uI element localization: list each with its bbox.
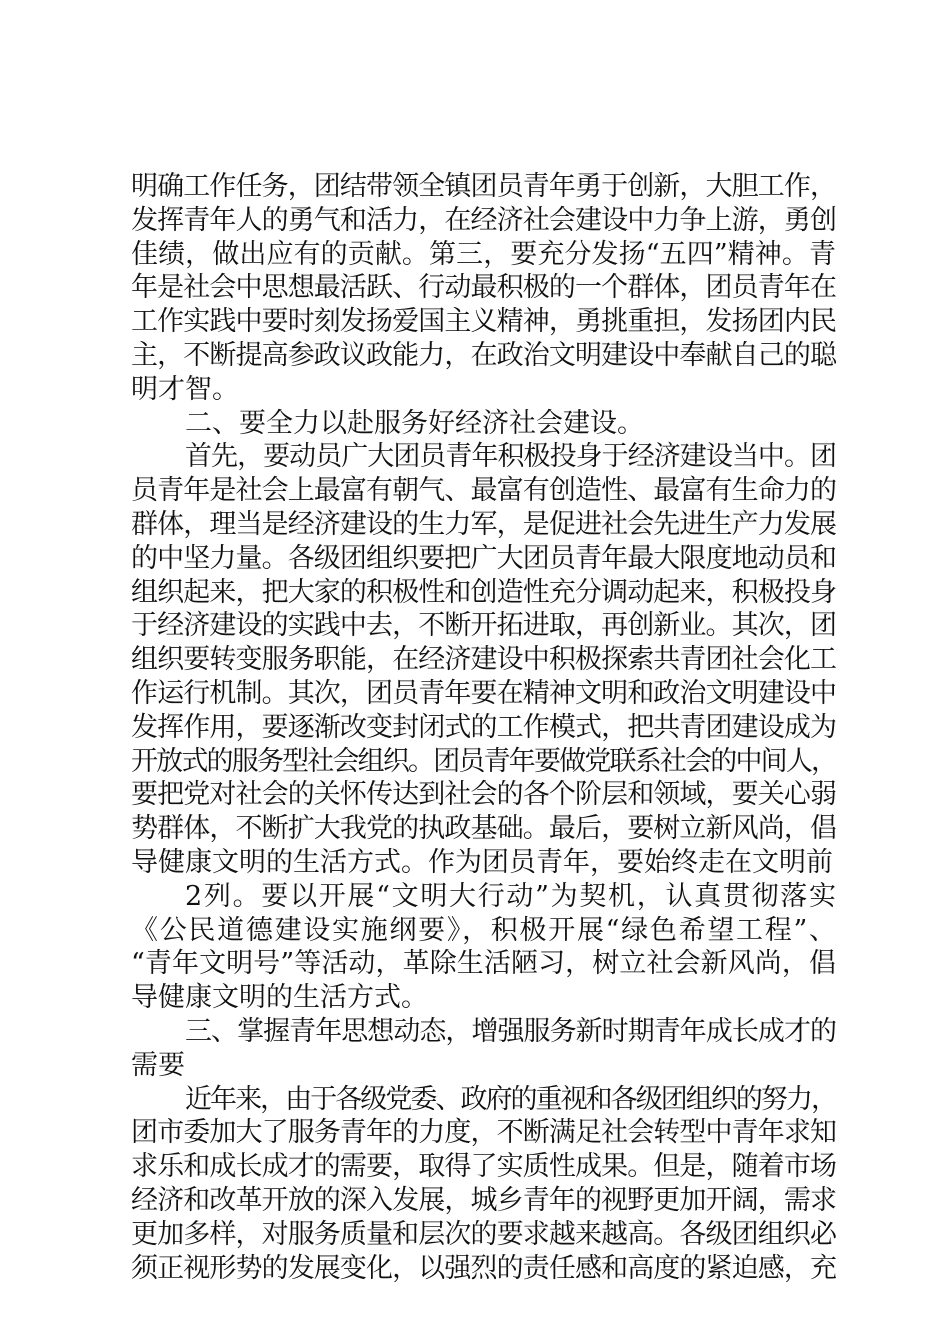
text-line: 员青年是社会上最富有朝气、最富有创造性、最富有生命力的 — [131, 475, 836, 507]
text-line: 势群体，不断扩大我党的执政基础。最后，要树立新风尚，倡 — [131, 813, 836, 845]
text-line: 三、掌握青年思想动态，增强服务新时期青年成长成才的 — [185, 1015, 836, 1047]
text-line: 二、要全力以赴服务好经济社会建设。 — [185, 407, 644, 439]
text-line: 于经济建设的实践中去，不断开拓进取，再创新业。其次，团 — [131, 610, 836, 642]
text-line: 组织要转变服务职能，在经济建设中积极探索共青团社会化工 — [131, 644, 836, 676]
text-line: 组织起来，把大家的积极性和创造性充分调动起来，积极投身 — [131, 576, 836, 608]
text-line: 导健康文明的生活方式。作为团员青年，要始终走在文明前 — [131, 846, 833, 878]
text-line: 近年来，由于各级党委、政府的重视和各级团组织的努力， — [185, 1083, 836, 1115]
text-line: 年是社会中思想最活跃、行动最积极的一个群体，团员青年在 — [131, 272, 836, 304]
text-line: 开放式的服务型社会组织。团员青年要做党联系社会的中间人， — [131, 745, 836, 777]
text-line: 的中坚力量。各级团组织要把广大团员青年最大限度地动员和 — [131, 542, 836, 574]
text-line: 需要 — [131, 1049, 185, 1081]
text-line: 群体，理当是经济建设的生力军，是促进社会先进生产力发展 — [131, 508, 836, 540]
text-line: 求乐和成长成才的需要，取得了实质性成果。但是，随着市场 — [131, 1151, 836, 1183]
text-line: 要把党对社会的关怀传达到社会的各个阶层和领域，要关心弱 — [131, 779, 836, 811]
text-line: 《公民道德建设实施纲要》，积极开展“绿色希望工程”、 — [131, 914, 836, 946]
document-body-text — [131, 170, 836, 1285]
text-line: 佳绩，做出应有的贡献。第三，要充分发扬“五四”精神。青 — [131, 238, 836, 270]
text-line: 明才智。 — [131, 373, 239, 405]
text-line: 2列。要以开展“文明大行动”为契机，认真贯彻落实 — [185, 880, 836, 912]
text-line: 须正视形势的发展变化，以强烈的责任感和高度的紧迫感，充 — [131, 1252, 836, 1284]
text-line: 发挥作用，要逐渐改变封闭式的工作模式，把共青团建设成为 — [131, 711, 836, 743]
text-line: 更加多样，对服务质量和层次的要求越来越高。各级团组织必 — [131, 1218, 836, 1250]
text-line: 导健康文明的生活方式。 — [131, 982, 428, 1014]
text-line: 团市委加大了服务青年的力度，不断满足社会转型中青年求知 — [131, 1117, 836, 1149]
text-line: 工作实践中要时刻发扬爱国主义精神，勇挑重担，发扬团内民 — [131, 306, 836, 338]
text-line: 发挥青年人的勇气和活力，在经济社会建设中力争上游，勇创 — [131, 204, 836, 236]
text-line: 明确工作任务，团结带领全镇团员青年勇于创新，大胆工作， — [131, 171, 836, 202]
text-line: 作运行机制。其次，团员青年要在精神文明和政治文明建设中 — [131, 677, 836, 709]
text-line: 经济和改革开放的深入发展，城乡青年的视野更加开阔，需求 — [131, 1184, 836, 1216]
text-line: 首先，要动员广大团员青年积极投身于经济建设当中。团 — [185, 441, 836, 473]
text-line: “青年文明号”等活动，革除生活陋习，树立社会新风尚，倡 — [131, 948, 836, 980]
text-line: 主，不断提高参政议政能力，在政治文明建设中奉献自己的聪 — [131, 339, 836, 371]
